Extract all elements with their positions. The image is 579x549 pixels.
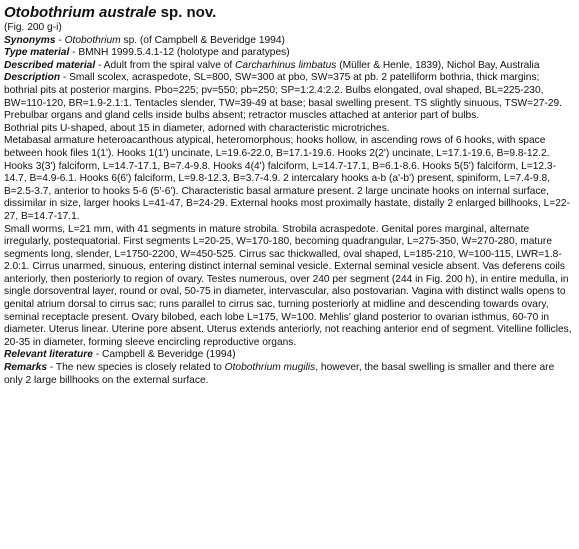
description-paragraph-1 xyxy=(4,72,575,122)
description-paragraph-3: Metabasal armature heteroacanthous atypical, heteromorphous; hooks hollow, in ascending rows of 6 hooks, with space between hook files 1(1'). Hooks 1(1') uncinate, L=19.6-22.0, B=17.1-19.6. Hooks 2(2') uncinate, L=17.1-19.6, B=9.8-12.2. Hooks 3(3') falciform, L=14.7-17.1, B=7.4-9.8. Hooks 4(4') falciform, L=14.7-17.1, B=6.1-8.6. Hooks 5(5') falciform, L=12.3-14.7, B=4.9-6.1. Hooks 6(6') falciform, L=9.8-12.3, B=3.7-4.9. 2 intercalary hooks a-b (a'-b') present, spiniform, L=7.4-9.8, B=2.5-3.7, anterior to hooks 5-6 (5'-6'). Characteristic basal armature present. 2 large uncinate hooks on internal surface, dissimilar in size, larger hooks L=41-47, B=24-29. External hooks most proximally hastate, distally 2 enlarged billhooks, L=22-27, B=14.7-17.1. xyxy=(4,135,570,222)
type-material-text: BMNH 1999.5.4.1-12 (holotype and paratypes) xyxy=(78,47,290,59)
host-name: Carcharhinus limbatus xyxy=(235,59,337,71)
description-paragraph-2: Bothrial pits U-shaped, about 15 in diameter, adorned with characteristic microtriches. xyxy=(4,122,390,134)
relevant-literature-line xyxy=(4,349,575,362)
synonyms-label: Synonyms xyxy=(4,34,56,46)
separator: - xyxy=(55,34,65,46)
remarks-line xyxy=(4,362,575,387)
described-material-pre: Adult from the spiral valve of xyxy=(103,59,236,71)
relevant-literature-text: Campbell & Beveridge (1994) xyxy=(101,349,236,361)
separator: - xyxy=(95,59,104,71)
description-label: Description xyxy=(4,72,61,84)
remarks-post: , however, the basal swelling is smaller and there are only 2 large billhooks on the external surface. xyxy=(4,362,555,386)
type-material-line xyxy=(4,47,575,60)
described-material-line xyxy=(4,60,575,73)
synonyms-line xyxy=(4,35,575,48)
separator: - xyxy=(92,349,102,361)
related-species: Otobothrium mugilis xyxy=(224,362,316,374)
species-title xyxy=(4,4,575,21)
synonym-genus: Otobothrium xyxy=(64,34,121,46)
remarks-pre: The new species is closely related to xyxy=(55,362,225,374)
separator: - xyxy=(69,47,79,59)
synonyms-text: sp. (of Campbell & Beveridge 1994) xyxy=(120,34,285,46)
relevant-literature-label: Relevant literature xyxy=(4,349,93,361)
described-material-post: (Müller & Henle, 1839), Nichol Bay, Australia xyxy=(336,59,540,71)
separator: - xyxy=(60,72,70,84)
species-name: Otobothrium australe xyxy=(4,4,157,21)
remarks-label: Remarks xyxy=(4,362,48,374)
description-paragraph-4: Small worms, L=21 mm, with 41 segments in mature strobila. Strobila acraspedote. Genital pores marginal, alternate irregularly, postequatorial. First segments L=20-25, W=170-180, becoming quadrangular, L=275-350, W=270-280, mature segments long, slender, L=1750-2200, W=450-525. Cirrus sac thickwalled, oval shaped, L=185-210, W=100-115, LWR=1.8-2.0:1. Cirrus unarmed, sinuous, entering distinct internal seminal vesicle. External seminal vesicle absent. Vas deferens coils anteriorly, then posteriorly to region of ovary. Testes numerous, over 240 per segment (244 in Fig. 200 h), in entire medulla, in single dorsoventral layer, round or oval, 50-75 in diameter, intervascular, also postovarian. Vagina with distinct walls opens to genital atrium dorsal to cirrus sac; runs parallel to cirrus sac, turning posteriorly at midline and descending towards ovary, seminal receptacle present. Ovary bilobed, each lobe L=175, W=100. Mehlis' gland posterior to ovarian isthmus, 60-70 in diameter. Uterus linear. Uterine pore absent. Uterus extends anteriorly, not reaching anterior end of segment. Vitelline follicles, 20-35 in diameter, forming sleeve encircling reproductive organs. xyxy=(4,223,572,348)
species-status: sp. nov. xyxy=(156,4,217,21)
description-text-1: Small scolex, acraspedote, SL=800, SW=300 at pbo, SW=375 at pb. 2 patelliform bothria, thick margins; bothrial pits at posterior margins. Pbo=225; pv=550; pb=250; SP=1:2.4:2.2. Bulbs elongated, oval shaped, BL=225-230, BW=110-120, BR=1.9-2.1:1. Tentacles slender, TW=39-49 at base; basal swelling present. TS slightly sinuous, TSW=27-29. Prebulbar organs and gland cells inside bulbs absent; retractor muscles attached at anterior part of bulbs. xyxy=(4,72,562,122)
figure-reference: (Fig. 200 g-i) xyxy=(4,22,62,33)
separator: - xyxy=(47,362,56,374)
type-material-label: Type material xyxy=(4,47,70,59)
described-material-label: Described material xyxy=(4,59,96,71)
